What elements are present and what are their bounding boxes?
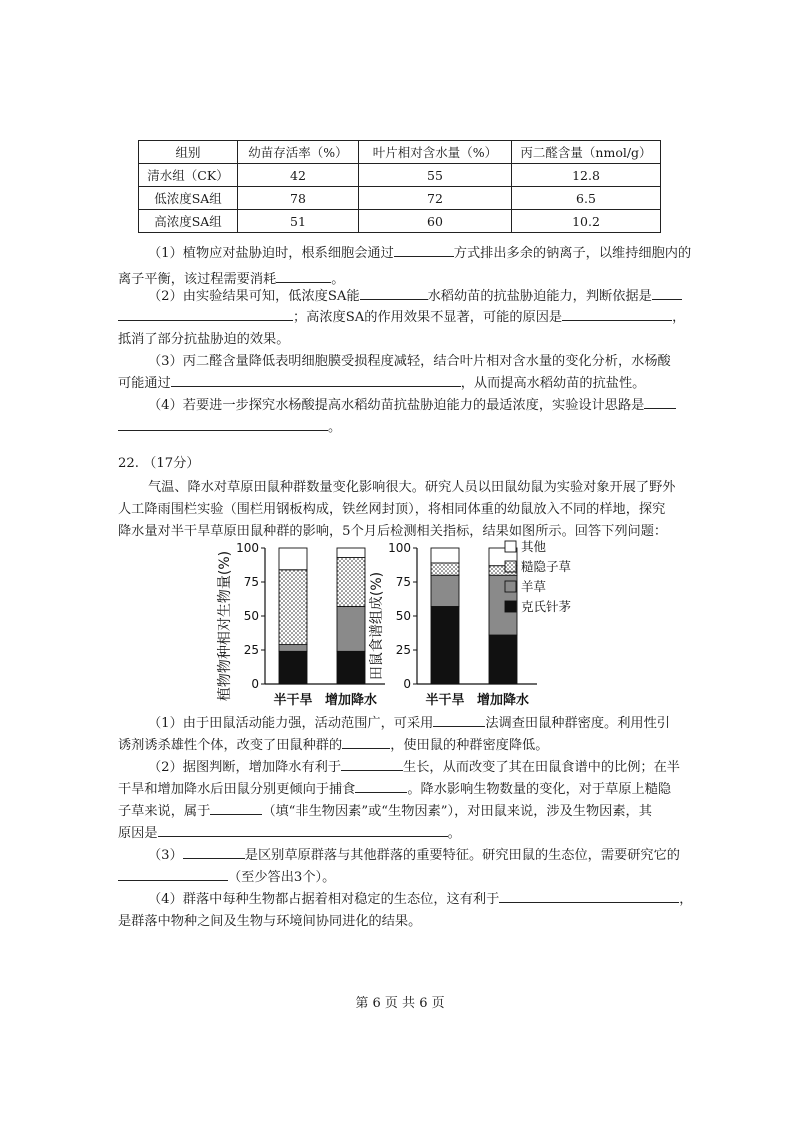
text: 生长，从而改变了其在田鼠食谱中的比例；在半 <box>403 760 680 775</box>
y-tick-label: 0 <box>251 677 259 691</box>
q22-part1-line1 <box>148 712 670 731</box>
text: 抵消了部分抗盐胁迫的效果。 <box>118 332 290 347</box>
q21-part2-line1 <box>148 285 682 304</box>
answer-blank[interactable] <box>118 307 293 321</box>
x-tick-label: 增加降水 <box>476 693 530 708</box>
text: 可能通过 <box>118 376 171 391</box>
text: （4）群落中每种生物都占据着相对稳定的生态位，这有利于 <box>148 892 500 907</box>
table-cell: 42 <box>238 164 359 187</box>
q22-part4-line2: 是群落中物种之间及生物与环境间协同进化的结果。 <box>118 914 422 929</box>
table-row <box>139 210 661 233</box>
bar-segment <box>489 635 517 684</box>
text: 法调查田鼠种群密度。利用性引 <box>485 716 670 731</box>
text: （3） <box>148 848 183 863</box>
table-cell: 10.2 <box>512 210 661 233</box>
answer-blank[interactable] <box>433 713 485 727</box>
text: （1）由于田鼠活动能力强，活动范围广，可采用 <box>148 716 434 731</box>
y-tick-label: 50 <box>243 609 259 623</box>
y-tick-label: 100 <box>236 541 259 555</box>
text: 。 <box>447 826 461 841</box>
answer-blank[interactable] <box>171 373 461 387</box>
q22-part4-line1 <box>148 888 692 907</box>
text: ， <box>679 892 693 907</box>
answer-blank[interactable] <box>183 845 245 859</box>
q21-part1-line1 <box>148 242 691 261</box>
table-header: 幼苗存活率（%） <box>238 141 359 164</box>
table-cell: 78 <box>238 187 359 210</box>
q22-part1-line2 <box>118 734 548 753</box>
y-tick-label: 75 <box>243 575 259 589</box>
bar-segment <box>279 548 307 570</box>
table-row <box>139 164 661 187</box>
bar-segment <box>279 651 307 684</box>
text: 水稻幼苗的抗盐胁迫能力，判断依据是 <box>427 289 652 304</box>
text: （2）据图判断，增加降水有利于 <box>148 760 342 775</box>
table-row <box>139 187 661 210</box>
y-tick-label: 25 <box>395 643 411 657</box>
q22-part3-line2 <box>118 866 335 885</box>
bar-segment <box>431 563 459 575</box>
answer-blank[interactable] <box>276 269 331 283</box>
q21-part4-line2 <box>118 416 341 435</box>
q21-part2-line3 <box>118 328 289 347</box>
q21-part3-line1 <box>148 350 671 369</box>
answer-blank[interactable] <box>652 286 682 300</box>
q22-part2-line3 <box>118 800 652 819</box>
text: （2）由实验结果可知，低浓度SA能 <box>148 289 360 304</box>
table-cell: 低浓度SA组 <box>139 187 238 210</box>
bar-segment <box>337 558 365 607</box>
legend-label: 糙隐子草 <box>521 559 572 574</box>
table-cell: 高浓度SA组 <box>139 210 238 233</box>
x-tick-label: 半干旱 <box>425 693 465 708</box>
answer-blank[interactable] <box>644 395 676 409</box>
bar-segment <box>431 606 459 684</box>
q21-part4-line1 <box>148 394 676 413</box>
chart-plant-biomass <box>216 541 385 708</box>
answer-blank[interactable] <box>499 889 679 903</box>
legend-swatch <box>505 601 516 612</box>
y-axis-label: 植物物种相对生物量(%) <box>217 550 233 702</box>
answer-blank[interactable] <box>210 801 262 815</box>
table-cell: 清水组（CK） <box>139 164 238 187</box>
answer-blank[interactable] <box>158 823 448 837</box>
answer-blank[interactable] <box>342 735 390 749</box>
text: 干旱和增加降水后田鼠分别更倾向于捕食 <box>118 782 356 797</box>
text: ；高浓度SA的作用效果不显著，可能的原因是 <box>293 310 563 325</box>
table-header: 叶片相对含水量（%） <box>359 141 512 164</box>
answer-blank[interactable] <box>341 757 403 771</box>
q22-part2-line1 <box>148 756 680 775</box>
legend-swatch <box>505 561 516 572</box>
text: 原因是 <box>118 826 158 841</box>
legend-swatch <box>505 541 516 552</box>
text: （填“非生物因素”或“生物因素”），对田鼠来说，涉及生物因素，其 <box>262 804 652 819</box>
charts-figure <box>215 536 615 712</box>
answer-blank[interactable] <box>355 779 407 793</box>
y-tick-label: 0 <box>403 677 411 691</box>
q22-part3-line1 <box>148 844 680 863</box>
answer-blank[interactable] <box>562 307 672 321</box>
bar-segment <box>279 570 307 645</box>
text: 是区别草原群落与其他群落的重要特征。研究田鼠的生态位，需要研究它的 <box>244 848 680 863</box>
q22-intro-line3: 降水量对半干旱草原田鼠种群的影响，5个月后检测相关指标，结果如图所示。回答下列问题： <box>118 524 668 539</box>
answer-blank[interactable] <box>394 243 454 257</box>
table-header: 丙二醛含量（nmol/g） <box>512 141 661 164</box>
text: 子草来说，属于 <box>118 804 211 819</box>
text: 。 <box>331 272 345 287</box>
bar-segment <box>279 645 307 652</box>
legend-swatch <box>505 581 516 592</box>
text: （至少答出3个）。 <box>228 870 336 885</box>
text: 诱剂诱杀雄性个体，改变了田鼠种群的 <box>118 738 343 753</box>
x-tick-label: 增加降水 <box>324 693 378 708</box>
y-tick-label: 25 <box>243 643 259 657</box>
results-table <box>138 140 661 233</box>
y-tick-label: 75 <box>395 575 411 589</box>
q21-part2-line2 <box>118 306 685 325</box>
text: ，从而提高水稻幼苗的抗盐性。 <box>460 376 646 391</box>
answer-blank[interactable] <box>118 867 228 881</box>
text: ，使田鼠的种群密度降低。 <box>390 738 549 753</box>
legend-label: 其他 <box>521 539 547 554</box>
text: 离子平衡，该过程需要消耗 <box>118 272 277 287</box>
answer-blank[interactable] <box>360 286 428 300</box>
q22-number: 22. （17分） <box>118 456 200 471</box>
legend-label: 羊草 <box>521 579 547 594</box>
text: 。降水影响生物数量的变化，对于草原上糙隐 <box>407 782 672 797</box>
y-tick-label: 50 <box>395 609 411 623</box>
text: （1）植物应对盐胁迫时，根系细胞会通过 <box>148 246 394 261</box>
text: ， <box>672 310 686 325</box>
bar-segment <box>337 548 365 558</box>
x-tick-label: 半干旱 <box>273 693 313 708</box>
table-cell: 6.5 <box>512 187 661 210</box>
table-header: 组别 <box>139 141 238 164</box>
q22-part2-line4 <box>118 822 461 841</box>
text: 方式排出多余的钠离子，以维持细胞内的 <box>453 246 692 261</box>
y-axis-label: 田鼠食谱组成(%) <box>369 571 385 681</box>
bar-segment <box>337 651 365 684</box>
legend-label: 克氏针茅 <box>521 599 572 614</box>
y-tick-label: 100 <box>388 541 411 555</box>
table-cell: 72 <box>359 187 512 210</box>
q22-intro-line2: 人工降雨围栏实验（围栏用钢板构成，铁丝网封顶），将相同体重的幼鼠放入不同的样地，探究 <box>118 502 666 517</box>
text: （3）丙二醛含量降低表明细胞膜受损程度减轻，结合叶片相对含水量的变化分析，水杨酸 <box>148 354 671 369</box>
table-cell: 12.8 <box>512 164 661 187</box>
table-header-row <box>139 141 661 164</box>
table-cell: 55 <box>359 164 512 187</box>
q22-intro-line1: 气温、降水对草原田鼠种群数量变化影响很大。研究人员以田鼠幼鼠为实验对象开展了野外 <box>148 480 676 495</box>
text: （4）若要进一步探究水杨酸提高水稻幼苗抗盐胁迫能力的最适浓度，实验设计思路是 <box>148 398 645 413</box>
bar-segment <box>337 606 365 651</box>
bar-segment <box>431 575 459 606</box>
q22-part2-line2 <box>118 778 671 797</box>
answer-blank[interactable] <box>118 417 328 431</box>
page-footer: 第 6 页 共 6 页 <box>355 996 445 1011</box>
table-cell: 60 <box>359 210 512 233</box>
bar-segment <box>431 548 459 563</box>
q21-part3-line2 <box>118 372 645 391</box>
table-cell: 51 <box>238 210 359 233</box>
text: 。 <box>328 420 342 435</box>
